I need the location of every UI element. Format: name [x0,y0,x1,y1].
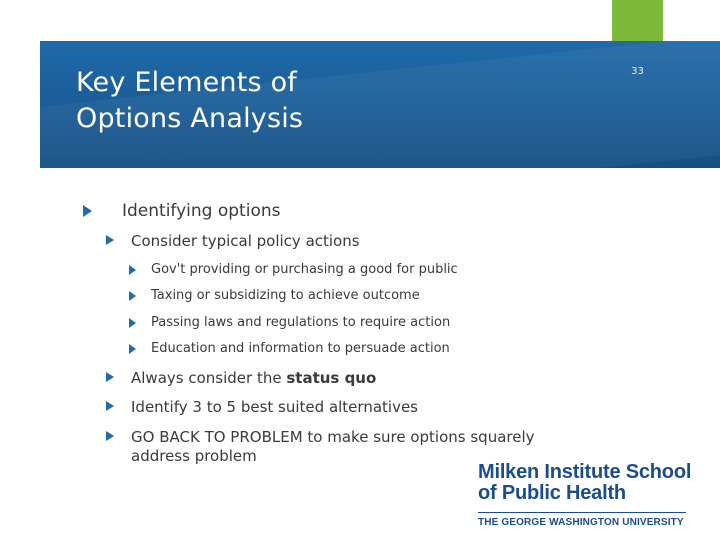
bullet-text-prefix: Always consider the [131,369,287,387]
bullet-text [131,428,535,466]
slide-number: 33 [631,66,644,77]
bullet-text [131,369,376,387]
milken-institute-logo [478,461,692,528]
bullet-arrow-icon [129,265,136,275]
logo-divider [478,512,686,513]
slide-title-line-1: Key Elements of [76,67,297,98]
bullet-arrow-icon [106,235,114,245]
bullet-text: Identifying options [122,201,281,221]
bullet-text-line-1: GO BACK TO PROBLEM to make sure options squarely [131,428,535,446]
bullet-identifying-options [83,201,280,221]
sub-bullet-passing-laws [129,315,450,330]
bullet-text: Consider typical policy actions [131,232,360,250]
bullet-text: Passing laws and regulations to require action [151,315,451,330]
bullet-arrow-icon [106,431,114,441]
bullet-status-quo [106,369,376,387]
bullet-text-line-2: address problem [131,447,257,465]
bullet-text: Gov't providing or purchasing a good for public [151,262,458,277]
sub-bullet-govt-providing [129,262,458,277]
bullet-arrow-icon [106,401,114,411]
bullet-arrow-icon [129,344,136,354]
logo-line-1: Milken Institute School [478,461,692,483]
bullet-text: Taxing or subsidizing to achieve outcome [151,288,420,303]
bullet-consider-policy-actions [106,232,360,250]
bullet-arrow-icon [129,318,136,328]
bullet-arrow-icon [106,372,114,382]
logo-line-2: of Public Health [478,482,626,504]
bullet-identify-alternatives [106,398,418,416]
title-bar [40,41,720,168]
bullet-text: Identify 3 to 5 best suited alternatives [131,398,418,416]
bullet-arrow-icon [129,291,136,301]
sub-bullet-education [129,341,450,356]
bullet-text: Education and information to persuade action [151,341,450,356]
logo-university: THE GEORGE WASHINGTON UNIVERSITY [478,517,684,528]
sub-bullet-taxing [129,288,420,303]
slide-title [76,65,303,137]
slide-title-line-2: Options Analysis [76,103,304,134]
bullet-arrow-icon [83,205,92,217]
status-quo-emphasis: status quo [286,369,377,387]
